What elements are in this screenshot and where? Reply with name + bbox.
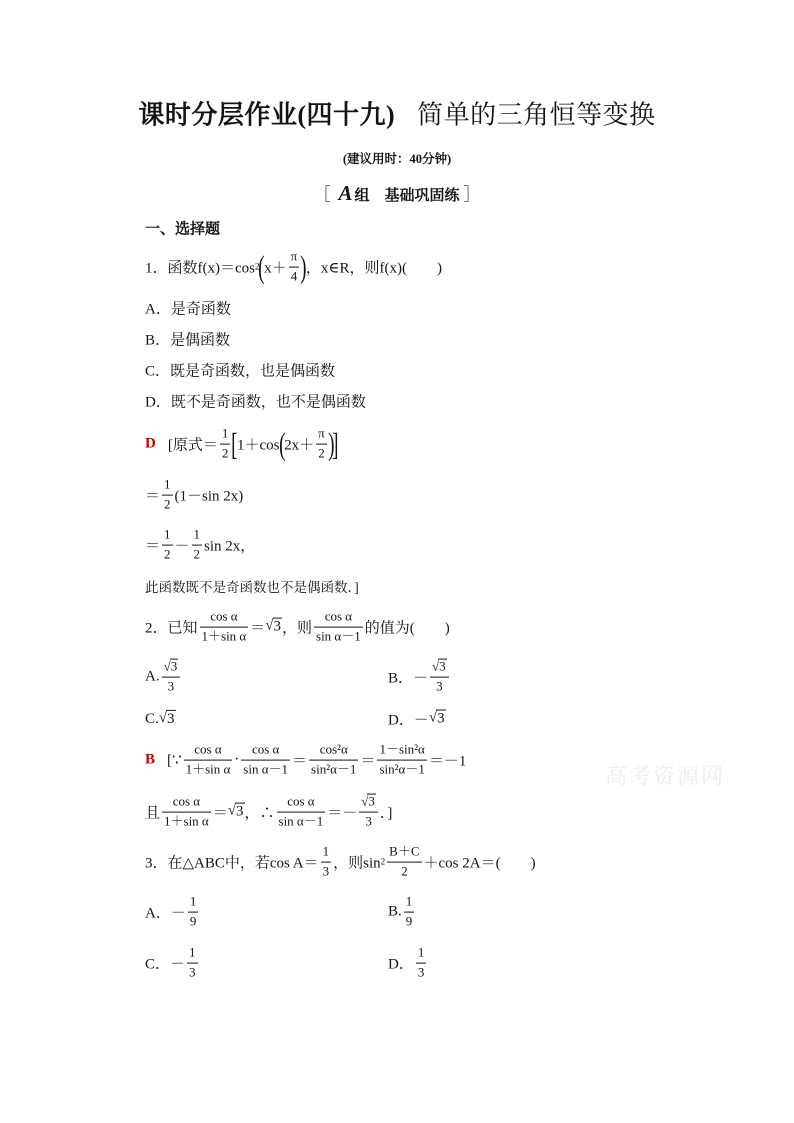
radicand: 3: [439, 658, 446, 674]
a2l1-dot: ·: [234, 751, 240, 768]
q2-mid: ，则: [282, 620, 313, 637]
q3-option-a: [145, 894, 200, 931]
option-label: D．－: [388, 712, 429, 729]
radical-sign: √: [163, 658, 171, 674]
a1l2-fraction: [162, 477, 173, 514]
q2-equals: ＝: [250, 620, 266, 637]
q2-fraction-1: [200, 609, 249, 646]
a2l2-mid: ，∴: [244, 805, 275, 822]
q2-option-b: [388, 659, 451, 696]
fraction-numerator: cos α: [162, 794, 211, 813]
a2l2-fraction-2: [277, 794, 326, 831]
option-label: C.: [145, 710, 159, 727]
group-heading: [0, 180, 794, 206]
q1-tail: ，x∈R，则f(x)( ): [305, 260, 442, 277]
q1-inner: x＋: [264, 260, 287, 277]
fraction-numerator: cos α: [277, 794, 326, 813]
option-fraction: [162, 659, 181, 696]
q1-answer-line-2: [145, 477, 243, 514]
q3-fraction-1: [321, 844, 332, 881]
a1l3-fraction-1: [162, 527, 173, 564]
a1l3-minus: －: [174, 538, 190, 555]
fraction-denominator: 9: [405, 913, 413, 929]
q1-right-paren: ): [300, 249, 307, 285]
q2-option-d: [388, 709, 446, 730]
q2-option-c: [145, 710, 176, 728]
fraction-numerator: cos²α: [309, 742, 358, 761]
radical-sign: √: [428, 709, 438, 726]
fraction-numerator: cos α: [200, 609, 249, 628]
a1l1-right-paren: ): [327, 426, 335, 462]
fraction-denominator: 3: [322, 863, 330, 879]
section-heading: 一、选择题: [145, 221, 221, 238]
fraction-denominator: sin²α－1: [379, 761, 425, 777]
fraction-numerator: B＋C: [387, 844, 421, 863]
fraction-denominator: sin²α－1: [311, 761, 357, 777]
fraction-numerator: [162, 659, 181, 678]
option-label: C．－: [145, 956, 186, 973]
a2l1-fraction-2: [241, 742, 290, 779]
q1-answer-letter: D: [145, 435, 156, 452]
option-fraction: [404, 894, 415, 931]
fraction-denominator: 1＋sin α: [201, 628, 247, 644]
q1-option-c: C．既是奇函数，也是偶函数: [145, 363, 336, 380]
group-bracket-open: ［: [313, 185, 331, 204]
question-2-stem: [145, 609, 450, 646]
q1-option-a: A．是奇函数: [145, 301, 231, 318]
fraction-numerator: [359, 794, 378, 813]
radicand: 3: [368, 793, 375, 809]
a2l1-equals-2: ＝: [360, 753, 376, 770]
fraction-numerator: cos α: [314, 609, 363, 628]
option-label: B.: [388, 903, 402, 920]
fraction-numerator: 1: [188, 894, 199, 913]
fraction-numerator: [430, 659, 449, 678]
q2-answer-line-1: [145, 742, 466, 779]
q2-answer-letter: B: [145, 751, 156, 768]
a2l1-fraction-4: [377, 742, 426, 779]
fraction-denominator: 2: [221, 445, 229, 461]
fraction-numerator: 1: [162, 527, 173, 546]
q2-square-root: [265, 618, 282, 636]
fraction-denominator: 1＋sin α: [164, 813, 209, 829]
a2l1-lead: [∵: [167, 752, 182, 769]
group-bracket-close: ］: [463, 185, 481, 204]
radical-sign: √: [265, 617, 274, 634]
a2l2-tail: ．]: [379, 805, 393, 822]
q1-lead: 1．函数f(x)＝cos: [145, 260, 255, 277]
question-3-stem: 3．在△ABC中，若cos A＝ $\frac{1}{3}$ ，则sin 2 $\frac{B+C}{2}$ ＋cos 2A＝( ): [145, 843, 536, 879]
group-letter: A: [338, 181, 353, 205]
radicand: 3: [273, 618, 281, 635]
suggested-time: (建议用时：40分钟): [342, 152, 452, 166]
fraction-denominator: 1＋sin α: [185, 761, 231, 777]
a1l3-lead: ＝: [145, 538, 161, 555]
radicand: 3: [170, 658, 178, 674]
fraction-denominator: 2: [193, 546, 201, 562]
q1-option-b: B．是偶函数: [145, 332, 231, 349]
a1l3-tail: sin 2x，: [204, 538, 256, 555]
q3-lead: 3．在△ABC中，若cos A＝: [145, 855, 319, 872]
a1l2-tail: (1－sin 2x): [174, 488, 244, 505]
q1-answer-line-1: [145, 426, 338, 463]
fraction-denominator: 3: [436, 678, 443, 694]
a1l1-mid: 1＋cos: [237, 437, 280, 454]
square-root: [361, 794, 376, 811]
fraction-denominator: 3: [189, 964, 196, 980]
q1-fraction: [289, 249, 300, 286]
a1l1-left-paren: (: [278, 426, 286, 462]
fraction-denominator: 9: [189, 913, 197, 929]
option-fraction: [187, 945, 198, 982]
fraction-numerator: cos α: [241, 742, 290, 761]
option-label: A．－: [145, 905, 186, 922]
a2l2-fraction-3: [359, 794, 378, 831]
q3-option-c: [145, 945, 200, 982]
q1-answer-line-4: 此函数既不是奇函数也不是偶函数．]: [145, 580, 359, 595]
q2-option-a: [145, 659, 182, 696]
fraction-denominator: 2: [401, 863, 408, 879]
radicand: 3: [236, 803, 244, 820]
square-root: [164, 659, 179, 676]
a2l1-fraction-3: [309, 742, 358, 779]
radical-sign: √: [361, 793, 369, 809]
q3-mid: ，则sin: [333, 855, 381, 872]
fraction-denominator: 2: [164, 546, 171, 562]
q3-tail: ＋cos 2A＝( ): [423, 855, 536, 872]
fraction-denominator: sin α－1: [316, 628, 361, 644]
fraction-denominator: 2: [318, 445, 325, 461]
q2-tail: 的值为( ): [364, 620, 450, 637]
a2l1-tail: ＝－1: [428, 753, 467, 770]
a1l1-right-bracket: ]: [332, 426, 339, 462]
radicand: 3: [167, 710, 175, 727]
fraction-denominator: 2: [164, 496, 171, 512]
fraction-numerator: 1: [404, 894, 415, 913]
group-label: 组 基础巩固练: [354, 188, 460, 204]
option-label: D．: [388, 956, 414, 973]
a1l3-fraction-2: [192, 527, 203, 564]
watermark: 高考资源网: [605, 763, 726, 789]
a1l1-fraction-2: [316, 426, 327, 463]
q2-lead: 2．已知: [145, 620, 198, 637]
a1l2-lead: ＝: [145, 488, 161, 505]
square-root: [159, 710, 176, 728]
q1-left-paren: (: [258, 249, 266, 285]
radical-sign: √: [432, 658, 440, 674]
question-1-stem: 1．函数f(x)＝cos 2 ( x＋ $\frac{\pi}{4}$ ) ，x∈R，则f(x)( ): [145, 248, 442, 285]
title-series: 课时分层作业(四十九): [138, 100, 396, 130]
fraction-numerator: 1: [162, 477, 173, 496]
page-title: [0, 95, 794, 132]
fraction-numerator: 1－sin²α: [377, 742, 426, 761]
q1-option-d: D．既不是奇函数，也不是偶函数: [145, 394, 366, 411]
q3-option-b: [388, 894, 416, 931]
fraction-denominator: 4: [290, 268, 298, 284]
fraction-numerator: 1: [321, 844, 332, 863]
fraction-denominator: 3: [167, 678, 175, 694]
a2l2-fraction-1: [162, 794, 211, 831]
square-root: [228, 803, 245, 821]
q2-fraction-2: [314, 609, 363, 646]
fraction-numerator: π: [289, 249, 300, 268]
a2l1-fraction-1: [184, 742, 233, 779]
a1l1-lead: [原式＝: [167, 437, 218, 454]
a1l1-left-bracket: [: [231, 426, 238, 462]
option-fraction: [430, 659, 449, 696]
square-root: [432, 659, 447, 676]
fraction-numerator: 1: [187, 945, 198, 964]
option-fraction: [416, 945, 427, 982]
radical-sign: √: [227, 802, 236, 819]
option-label: B．－: [388, 670, 429, 687]
q2-answer-line-2: [145, 794, 392, 831]
a1l1-inner: 2x＋: [284, 437, 315, 454]
fraction-denominator: 3: [365, 813, 372, 829]
fraction-numerator: 1: [416, 945, 427, 964]
option-fraction: [188, 894, 199, 931]
a2l2-equals: ＝: [212, 805, 228, 822]
fraction-numerator: cos α: [184, 742, 233, 761]
a2l2-equals-2: ＝－: [327, 805, 358, 822]
fraction-denominator: sin α－1: [243, 761, 289, 777]
a1l1-fraction: [220, 426, 231, 463]
option-label: A.: [145, 668, 160, 685]
fraction-numerator: 1: [192, 527, 203, 546]
title-topic: 简单的三角恒等变换: [417, 100, 656, 130]
fraction-numerator: 1: [220, 426, 231, 445]
a2l1-equals-1: ＝: [292, 753, 308, 770]
q3-fraction-2: [387, 844, 421, 881]
a2l2-lead: 且: [145, 805, 161, 822]
fraction-numerator: π: [316, 426, 327, 445]
radical-sign: √: [158, 709, 167, 726]
fraction-denominator: sin α－1: [278, 813, 324, 829]
q1-answer-line-3: [145, 527, 255, 564]
radicand: 3: [437, 710, 445, 727]
q3-option-d: [388, 945, 428, 982]
fraction-denominator: 3: [417, 964, 425, 980]
square-root: [429, 710, 446, 728]
